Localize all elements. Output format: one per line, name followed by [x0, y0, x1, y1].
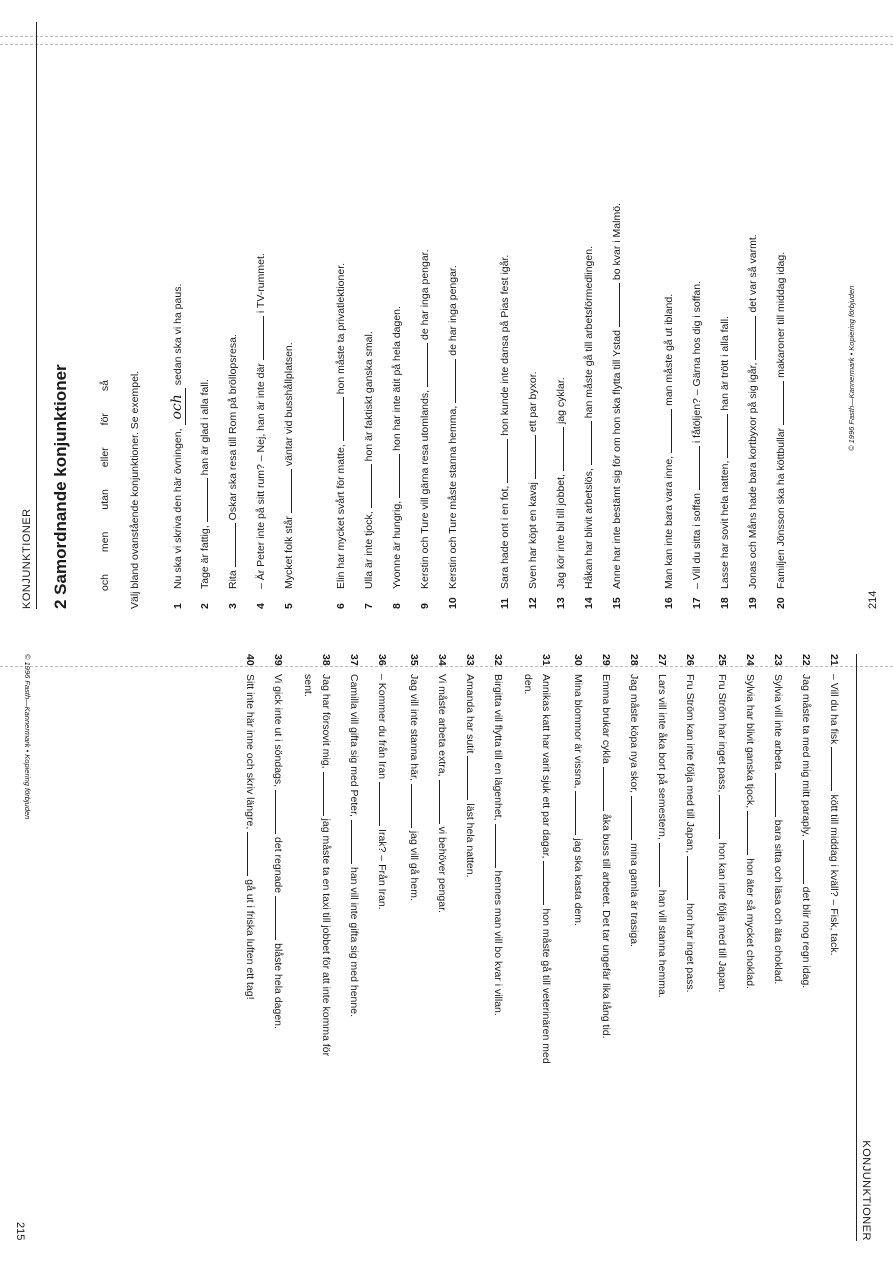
item-number: 39 [272, 654, 284, 666]
item-text-after: hon måste ta privatlektioner. [335, 262, 347, 395]
exercise-item [690, 281, 703, 609]
answer-blank[interactable] [575, 791, 585, 835]
item-text-after: kött till middag i kväll? – Fisk, tack. [828, 794, 840, 956]
page-header: KONJUNKTIONER [856, 654, 871, 1241]
item-text-before: Camilla vill gifta sig med Peter, [348, 674, 360, 817]
page-number: 215 [14, 1222, 26, 1241]
item-text-before: Fru Ström kan inte följa med till Japan, [684, 674, 696, 854]
item-text-before: Håkan har blivit arbetslös, [583, 468, 595, 589]
exercise-item [493, 654, 506, 1016]
item-text-after: han vill stanna hemma. [656, 889, 668, 998]
item-number: 23 [772, 654, 784, 666]
item-text-after: det var så varmt. [747, 234, 759, 313]
item-text-before: Tage är fattig, [199, 525, 211, 589]
word-bank [100, 358, 111, 591]
exercise-item [554, 377, 567, 609]
exercise-item [418, 249, 431, 609]
answer-blank[interactable] [275, 896, 285, 940]
item-text-after: väntar vid busshållplatsen. [283, 342, 295, 467]
item-number: 3 [227, 603, 239, 609]
item-text-after: han måste gå till arbetsförmedlingen. [583, 246, 595, 419]
item-number: 8 [391, 603, 403, 609]
exercise-item [746, 234, 759, 609]
item-number: 5 [283, 603, 295, 609]
exercise-item [198, 379, 211, 609]
answer-blank[interactable] [746, 316, 756, 360]
item-text-after: man måste gå ut ibland. [663, 293, 675, 406]
item-text-after: jag ska kasta dem. [572, 838, 584, 926]
answer-blank[interactable] [662, 409, 672, 453]
item-number: 13 [555, 597, 567, 609]
page-214 [0, 0, 893, 631]
answer-blank[interactable] [690, 446, 700, 490]
answer-blank[interactable] [390, 454, 400, 498]
word-bank-item: utan [99, 489, 111, 510]
item-text-after: hon är faktiskt ganska smal. [363, 331, 375, 462]
item-number: 20 [775, 597, 787, 609]
item-text-after: hon äter så mycket choklad. [744, 858, 756, 989]
answer-blank[interactable] [446, 359, 456, 403]
answer-blank[interactable] [498, 439, 508, 483]
item-number: 22 [800, 654, 812, 666]
answer-blank[interactable] [411, 784, 421, 828]
item-text-after: ett par byxor. [527, 371, 539, 433]
item-text-after: mina gamla är trasiga. [628, 843, 640, 947]
item-text-before: Anne har inte bestämt sig för om hon ska flytta till Ystad [611, 330, 623, 589]
answer-blank[interactable] [719, 795, 729, 839]
item-text-after: jag cyklar. [555, 377, 567, 425]
item-number: 37 [348, 654, 360, 666]
answer-blank[interactable] [775, 773, 785, 817]
item-text-after: hon kan inte följa med till Japan. [716, 842, 728, 993]
page-header: KONJUNKTIONER [22, 22, 37, 609]
item-number: 40 [244, 654, 256, 666]
item-text-before: Mina blommor är vissna, [572, 674, 584, 789]
exercise-item [273, 654, 286, 1029]
answer-blank[interactable] [554, 427, 564, 471]
item-text-after: vi behöver pengar. [436, 826, 448, 913]
item-text-before: Emma brukar cykla [600, 674, 612, 764]
word-bank-item: och [99, 574, 111, 591]
item-text-before: Yvonne är hungrig, [391, 500, 403, 589]
answer-blank[interactable] [323, 772, 333, 816]
answer-blank[interactable] [334, 397, 344, 441]
instructions: Välj bland ovanstående konjunktioner. Se exempel. [129, 370, 141, 609]
item-text-before: Ulla är inte tjock, [363, 511, 375, 589]
item-text-before: Vi gick inte ut i söndags, [272, 674, 284, 788]
exercise-item [610, 203, 623, 609]
item-text-after: gå ut i friska luften ett tag! [244, 879, 256, 1000]
answer-blank[interactable] [495, 824, 505, 868]
answer-blank[interactable] [603, 767, 613, 811]
exercise-item [829, 654, 842, 956]
exercise-item [245, 654, 258, 999]
item-text-after: i fåtöljen? – Gärna hos dig i soffan. [691, 280, 703, 444]
item-text-before: Sylvia har blivit ganska tjock, [744, 674, 756, 809]
item-text-after: hon kunde inte dansa på Pias fest igår. [499, 254, 511, 436]
item-text-before: Nu ska vi skriva den här övningen, [172, 428, 184, 589]
item-text-before: – Vill du ha fisk [828, 674, 840, 745]
answer-blank[interactable] [351, 820, 361, 864]
answer-blank[interactable] [543, 861, 553, 905]
item-number: 16 [663, 597, 675, 609]
exercise-item [254, 253, 267, 609]
answer-blank[interactable] [467, 756, 477, 800]
word-bank-item: men [99, 531, 111, 553]
exercise-item [718, 316, 731, 609]
item-text-after: hon måste gå till veterinären med [540, 908, 552, 1064]
answer-blank[interactable] [247, 832, 257, 876]
item-number: 28 [628, 654, 640, 666]
answer-blank[interactable] [610, 283, 620, 327]
item-text-before: Mycket folk står [283, 516, 295, 589]
item-text-after: Oskar ska resa till Rom på bröllopsresa. [227, 334, 239, 521]
answer-blank[interactable] [275, 790, 285, 834]
item-number: 15 [611, 597, 623, 609]
item-text-before: – Vill du sitta i soffan [691, 493, 703, 589]
item-text-before: Kerstin och Ture måste stanna hemma, [447, 405, 459, 589]
item-continuation: sent. [302, 674, 314, 697]
word-bank-item: eller [99, 447, 111, 468]
answer-blank[interactable] [774, 381, 784, 425]
word-bank-item: för [99, 413, 111, 426]
exercise-item [774, 252, 787, 609]
answer-blank[interactable] [439, 780, 449, 824]
item-text-before: Vi måste arbeta extra, [436, 674, 448, 777]
item-text-before: Sven har köpt en kavaj [527, 482, 539, 589]
exercise-item [745, 654, 758, 989]
answer-blank[interactable] [418, 343, 428, 387]
exercise-item [437, 654, 450, 913]
item-text-before: Kerstin och Ture vill gärna resa utomlands, [419, 389, 431, 589]
answer-blank[interactable] [582, 421, 592, 465]
item-text-before: Jag måste köpa nya skor, [628, 674, 640, 794]
item-text-before: Jag har försovit mig, [320, 674, 332, 769]
item-text-before: Amanda har sutit [464, 674, 476, 754]
item-number: 19 [747, 597, 759, 609]
answer-blank[interactable] [526, 435, 536, 479]
exercise-item [465, 654, 478, 878]
item-text-after: de har inga pengar. [419, 249, 431, 340]
item-text-before: Familjen Jönsson ska ha köttbullar [775, 427, 787, 589]
answer-blank[interactable] [282, 469, 292, 513]
item-number: 14 [583, 597, 595, 609]
item-text-before: Fru Ström har inget pass, [716, 674, 728, 793]
item-text-before: Lars vill inte åka bort på semestern, [656, 674, 668, 840]
item-number: 25 [716, 654, 728, 666]
answer-blank[interactable] [226, 523, 236, 567]
exercise-item [582, 246, 595, 609]
item-number: 6 [335, 603, 347, 609]
item-text-before: Jonas och Måns hade bara kortbyxor på sig igår, [747, 362, 759, 589]
exercise-item [541, 654, 554, 1064]
item-number: 32 [492, 654, 504, 666]
exercise-item [662, 294, 675, 609]
exercise-item [601, 654, 614, 1039]
exercise-item [334, 263, 347, 609]
item-number: 10 [447, 597, 459, 609]
handwritten-answer: och [169, 388, 186, 425]
item-number: 27 [656, 654, 668, 666]
answer-blank[interactable] [631, 796, 641, 840]
item-text-before: Jag måste ta med mig mitt paraply, [800, 674, 812, 837]
item-number: 26 [684, 654, 696, 666]
exercise-item [170, 284, 184, 609]
exercise-item [446, 265, 459, 609]
exercise-item [526, 371, 539, 609]
item-text-after: bo kvar i Malmö. [611, 203, 623, 281]
item-text-before: Rita [227, 570, 239, 589]
exercise-item [282, 342, 295, 609]
page-215 [0, 632, 893, 1263]
item-text-after: det blir nog regn idag. [800, 886, 812, 989]
exercise-item [409, 654, 422, 901]
item-text-after: hon har inget pass. [684, 903, 696, 993]
item-number: 24 [744, 654, 756, 666]
item-number: 7 [363, 603, 375, 609]
exercise-item [685, 654, 698, 992]
item-text-before: Annikas katt har varit sjuk ett par dagar, [540, 674, 552, 859]
exercise-item [801, 654, 814, 988]
answer-blank[interactable] [362, 464, 372, 508]
answer-blank[interactable] [803, 840, 813, 884]
item-text-after: bara sitta och läsa och äta choklad. [772, 819, 784, 985]
item-text-after: i TV-rummet. [255, 253, 267, 314]
item-text-before: Sylvia vill inte arbeta [772, 674, 784, 770]
item-text-before: Elin har mycket svårt för matte, [335, 444, 347, 589]
item-text-before: Birgitta vill flytta till en lägenhet, [492, 674, 504, 821]
item-text-before: Jag kör inte bil till jobbet, [555, 474, 567, 589]
item-text-after: blåste hela dagen. [272, 943, 284, 1029]
item-number: 17 [691, 597, 703, 609]
item-number: 18 [719, 597, 731, 609]
exercise-item [377, 654, 390, 910]
answer-blank[interactable] [254, 316, 264, 360]
item-text-after: jag måste ta en taxi till jobbet för att inte komma för [320, 818, 332, 1057]
item-number: 34 [436, 654, 448, 666]
answer-blank[interactable] [659, 843, 669, 887]
item-text-after: makaroner till middag idag. [775, 251, 787, 378]
item-number: 38 [320, 654, 332, 666]
item-text-before: Lasse har sovit hela natten, [719, 460, 731, 589]
item-text-before: – Kommer du från Iran [376, 674, 388, 780]
item-text-before: Sitt inte här inne och skriv längre, [244, 674, 256, 830]
exercise-item [657, 654, 670, 998]
copyright-footer: © 1996 Fasth—Kannermark • Kopiering förbjuden [847, 285, 856, 451]
exercise-item [226, 334, 239, 609]
item-text-before: – Är Peter inte på sitt rum? – Nej, han är inte där [255, 363, 267, 589]
exercise-item [498, 255, 511, 609]
exercise-item [773, 654, 786, 984]
item-number: 2 [199, 603, 211, 609]
item-continuation: den. [522, 674, 534, 695]
exercise-title: 2 Samordnande konjunktioner [51, 364, 70, 609]
answer-blank[interactable] [747, 811, 757, 855]
item-text-after: Irak? – Från Iran. [376, 829, 388, 910]
item-number: 21 [828, 654, 840, 666]
item-number: 36 [376, 654, 388, 666]
item-number: 9 [419, 603, 431, 609]
item-text-after: jag vill gå hem. [408, 830, 420, 901]
item-text-after: det regnade [272, 837, 284, 894]
item-text-after: hennes man vill bo kvar i villan. [492, 870, 504, 1016]
answer-blank[interactable] [379, 782, 389, 826]
answer-blank[interactable] [687, 856, 697, 900]
item-text-after: åka buss till arbetet. Det tar ungefär lika lång tid. [600, 813, 612, 1039]
item-text-before: Jag vill inte stanna här, [408, 674, 420, 781]
exercise-item [349, 654, 362, 1017]
exercise-item [362, 331, 375, 609]
item-text-before: Sara hade ont i en fot, [499, 485, 511, 589]
exercise-item [629, 654, 642, 947]
item-number: 1 [172, 603, 184, 609]
page-number: 214 [867, 590, 879, 609]
copyright-footer: © 1996 Fasth—Kannermark • Kopiering förbjuden [23, 654, 32, 820]
item-text-after: han är glad i alla fall. [199, 379, 211, 476]
item-number: 31 [540, 654, 552, 666]
item-text-before: Man kan inte bara vara inne, [663, 455, 675, 589]
exercise-item [717, 654, 730, 992]
item-text-after: han är trött i alla fall. [719, 316, 731, 411]
item-number: 11 [499, 597, 511, 609]
item-number: 33 [464, 654, 476, 666]
item-text-after: hon har inte ätit på hela dagen. [391, 306, 403, 451]
item-text-after: läst hela natten. [464, 803, 476, 878]
item-number: 30 [572, 654, 584, 666]
item-number: 35 [408, 654, 420, 666]
exercise-item [573, 654, 586, 926]
exercise-item [321, 654, 334, 1056]
exercise-item [390, 306, 403, 609]
item-number: 4 [255, 603, 267, 609]
item-text-after: sedan ska vi ha paus. [172, 283, 184, 386]
item-number: 29 [600, 654, 612, 666]
answer-blank[interactable] [198, 478, 208, 522]
answer-blank[interactable] [831, 747, 841, 791]
word-bank-item: så [99, 379, 111, 392]
item-text-after: han vill inte gifta sig med henne. [348, 866, 360, 1017]
answer-blank[interactable] [718, 414, 728, 458]
item-text-after: de har inga pengar. [447, 265, 459, 356]
item-number: 12 [527, 597, 539, 609]
